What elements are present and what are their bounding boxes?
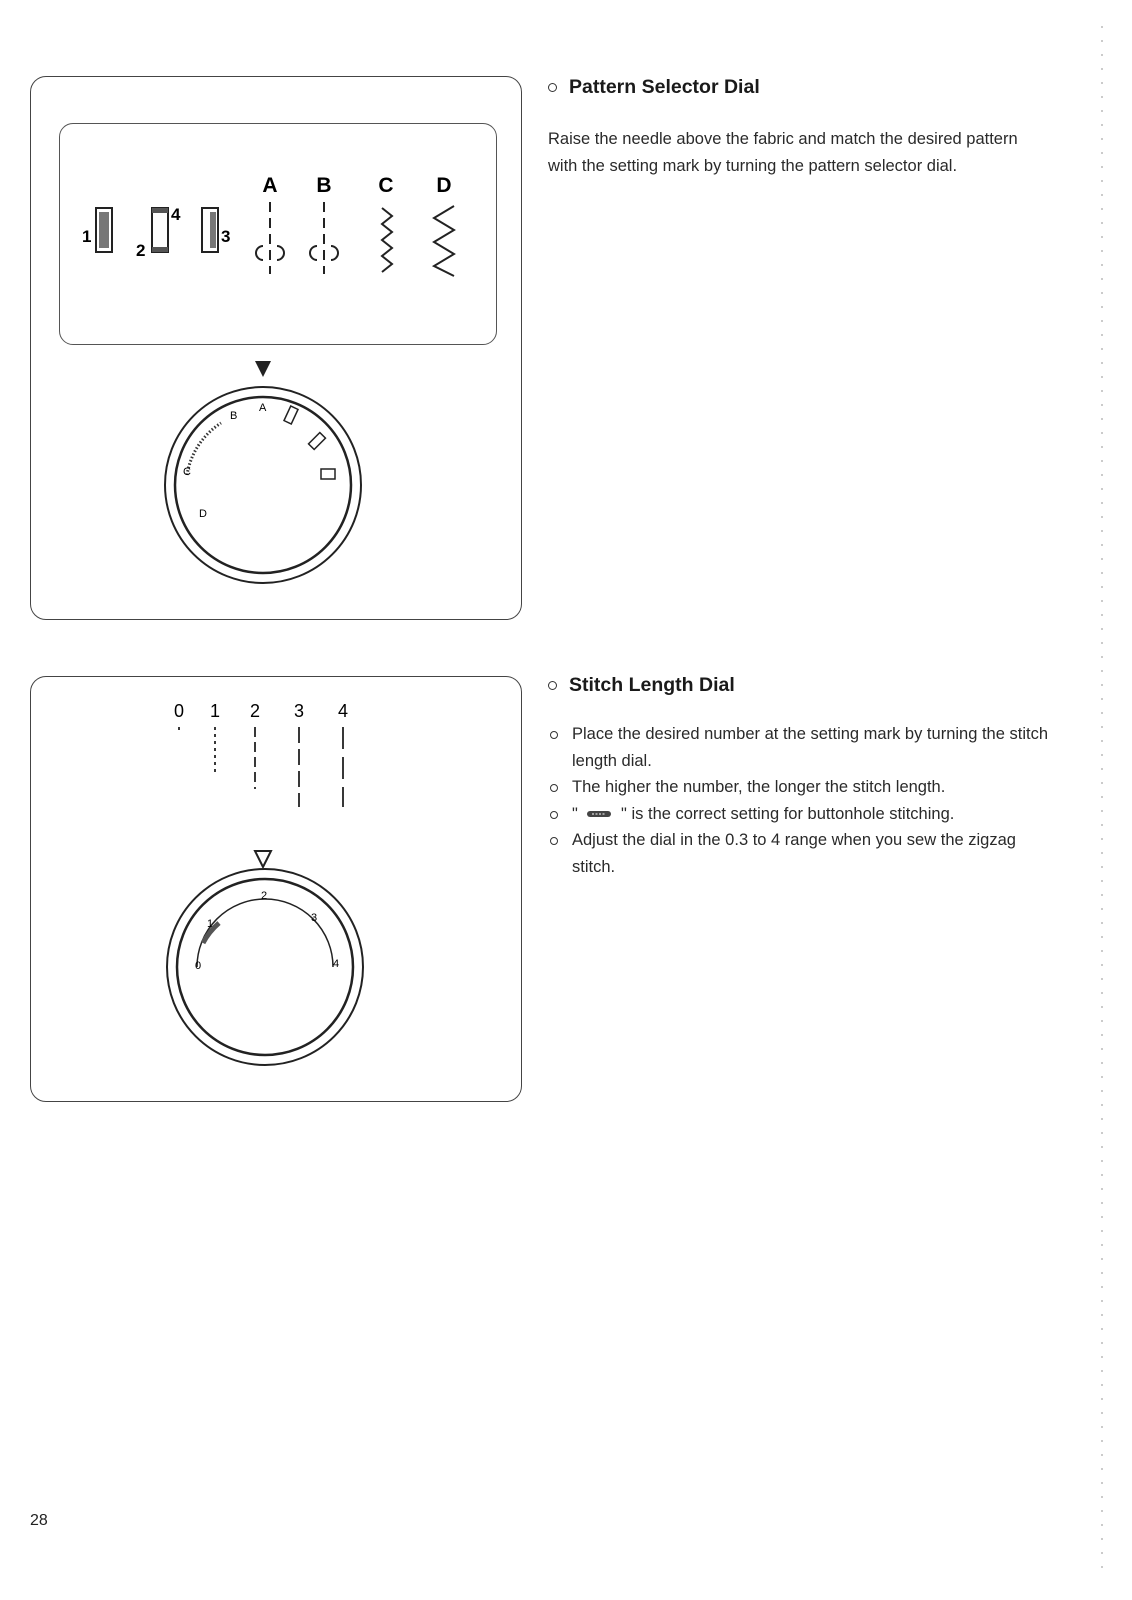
dial-label-4: 4 — [333, 958, 340, 970]
pattern-selector-text: Raise the needle above the fabric and match the desired pattern with the setting mark by turning the pattern selector dial. — [548, 130, 1018, 175]
setting-mark-icon — [255, 851, 271, 867]
buttonhole-number-2: 2 — [136, 241, 146, 260]
buttonhole-number-3: 3 — [221, 227, 231, 246]
dial-buttonhole-1-icon — [284, 406, 298, 424]
buttonhole-setting-icon — [586, 809, 612, 819]
stitch-length-illustration — [30, 676, 522, 1102]
bullet-dot-icon — [550, 784, 558, 792]
bullet-item — [548, 721, 1048, 774]
pattern-selector-dial — [31, 77, 521, 619]
dial-label-d: D — [199, 508, 207, 520]
bullet-text: " is the correct setting for buttonhole stitching. — [621, 804, 955, 823]
pattern-selector-illustration — [30, 76, 522, 620]
dial-buttonhole-3-icon — [321, 469, 335, 479]
scale-number-0: 0 — [173, 701, 185, 721]
scale-number-4: 4 — [337, 701, 349, 721]
bullet-quote-open: " — [572, 804, 578, 823]
scale-number-3: 3 — [293, 701, 305, 721]
bullet-dot-icon — [550, 731, 558, 739]
setting-mark-icon — [255, 361, 271, 377]
scale-number-2: 2 — [249, 701, 261, 721]
stitch-length-heading — [548, 674, 735, 697]
stitch-letter-d: D — [436, 174, 452, 197]
dial-label-2: 2 — [261, 890, 268, 902]
bullet-text: Place the desired number at the setting mark by turning the stitch length dial. — [572, 725, 1049, 770]
stitch-length-bullets — [548, 721, 1048, 880]
bullet-dot-icon — [550, 837, 558, 845]
stitch-length-title: Stitch Length Dial — [569, 674, 735, 696]
dial-label-3: 3 — [311, 912, 318, 924]
scale-number-1: 1 — [209, 701, 221, 721]
pattern-selector-heading — [548, 76, 760, 99]
bullet-item — [548, 827, 1048, 880]
bullet-item — [548, 801, 1048, 828]
bullet-text: Adjust the dial in the 0.3 to 4 range when you sew the zigzag stitch. — [572, 831, 1016, 876]
stitch-letter-b: B — [316, 174, 332, 197]
stitch-length-samples — [179, 727, 343, 807]
stitch-length-svg — [31, 677, 521, 1101]
page-number: 28 — [30, 1512, 48, 1529]
dial-label-a: A — [259, 402, 267, 414]
dial-label-1: 1 — [207, 918, 214, 930]
heading-bullet-icon — [548, 83, 557, 92]
pattern-selector-title: Pattern Selector Dial — [569, 76, 760, 98]
bullet-text: The higher the number, the longer the stitch length. — [572, 778, 946, 796]
bullet-item — [548, 774, 1048, 801]
stitch-letter-a: A — [262, 174, 278, 197]
scan-edge-dots — [1100, 20, 1104, 1580]
heading-bullet-icon — [548, 681, 557, 690]
buttonhole-number-4: 4 — [171, 205, 181, 224]
stitch-letter-c: C — [378, 174, 394, 197]
dial-label-0: 0 — [195, 960, 202, 972]
dial-label-c: C — [183, 466, 191, 478]
dial-label-b: B — [230, 410, 238, 422]
dial-buttonhole-2-icon — [309, 433, 326, 450]
buttonhole-number-1: 1 — [82, 227, 92, 246]
bullet-dot-icon — [550, 811, 558, 819]
